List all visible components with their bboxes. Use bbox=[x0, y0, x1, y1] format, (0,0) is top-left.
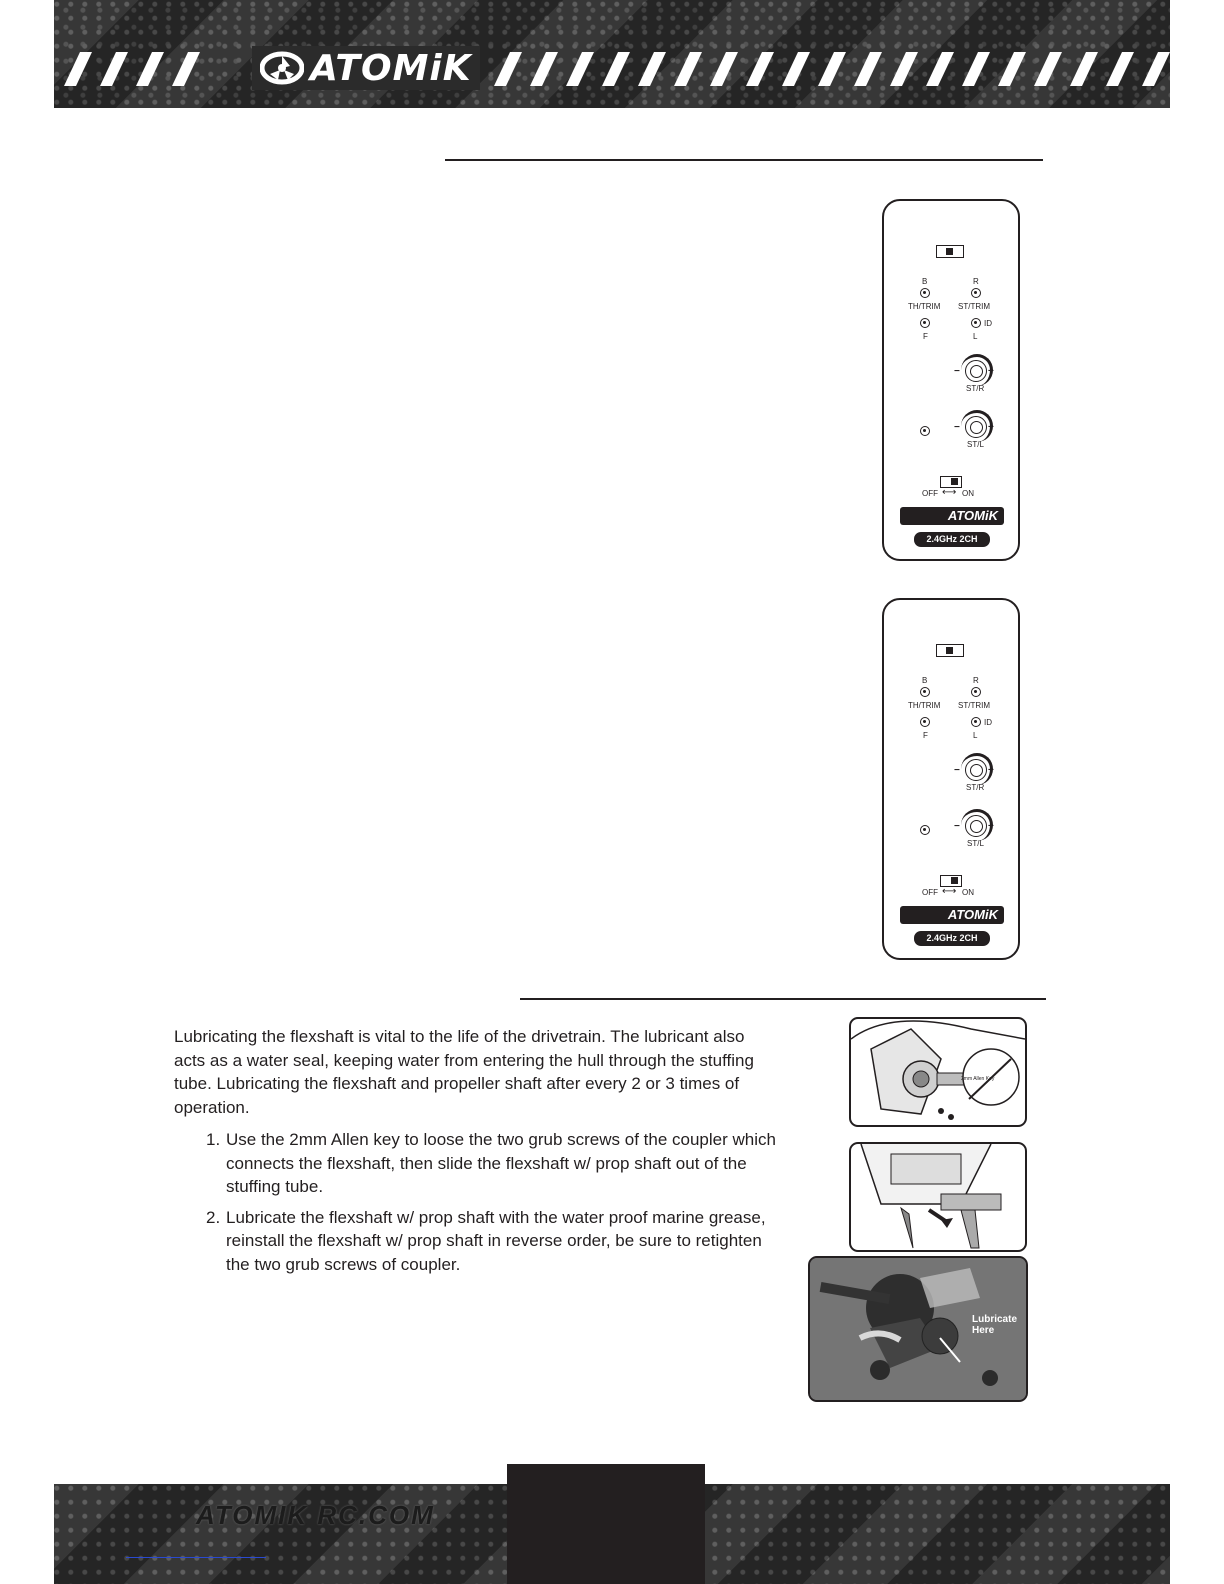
step-text: Lubricate the flexshaft w/ prop shaft with the water proof marine grease, reinstall the flexshaft w/ prop shaft in reverse order, be sure to retighten the two grub screws of coupler. bbox=[226, 1207, 766, 1274]
label-id: ID bbox=[984, 319, 992, 328]
st-r-plus: + bbox=[988, 765, 994, 776]
footer-website: ATOMIK RC.COM bbox=[196, 1500, 435, 1530]
label-f: F bbox=[923, 332, 928, 341]
flexshaft-illustration bbox=[851, 1144, 1025, 1250]
power-led bbox=[920, 825, 930, 835]
label-b: B bbox=[922, 277, 928, 286]
st-trim-led bbox=[971, 288, 981, 298]
header-logo bbox=[252, 46, 480, 90]
st-trim-led bbox=[971, 687, 981, 697]
th-trim-led bbox=[920, 687, 930, 697]
lubricate-photo bbox=[808, 1256, 1028, 1402]
label-off: OFF bbox=[922, 489, 938, 498]
coupler-photo bbox=[849, 1017, 1027, 1127]
st-r-minus: − bbox=[954, 366, 960, 377]
steps-list bbox=[206, 1128, 786, 1283]
frequency-badge: 2.4GHz 2CH bbox=[914, 931, 990, 946]
st-r-plus: + bbox=[988, 366, 994, 377]
transmitter-diagram bbox=[882, 199, 1020, 561]
label-st-r: ST/R bbox=[966, 384, 985, 393]
atom-logo-icon bbox=[260, 50, 304, 86]
step-number: 1. bbox=[206, 1130, 221, 1149]
transmitter-diagram bbox=[882, 598, 1020, 960]
label-id: ID bbox=[984, 718, 992, 727]
off-on-arrow-icon: ⟷ bbox=[942, 487, 957, 498]
label-r: R bbox=[973, 676, 979, 685]
st-r-knob bbox=[965, 759, 987, 781]
id-led bbox=[971, 318, 981, 328]
label-on: ON bbox=[962, 888, 974, 897]
step-number: 2. bbox=[206, 1207, 221, 1227]
hazard-stripes bbox=[54, 52, 1170, 86]
intro-paragraph: Lubricating the flexshaft is vital to the life of the drivetrain. The lubricant also acts as a water seal, keeping water from entering the hull through the stuffing tube. Lubricating the flexshaft and propeller shaft after every 2 or 3 times of operation. bbox=[174, 1027, 754, 1117]
id-led bbox=[971, 717, 981, 727]
lubricate-label-line1: Lubricate bbox=[972, 1314, 1018, 1325]
label-st-trim: ST/TRIM bbox=[958, 302, 990, 311]
th-trim-led bbox=[920, 288, 930, 298]
power-led bbox=[920, 426, 930, 436]
label-st-l: ST/L bbox=[967, 839, 984, 848]
st-r-knob bbox=[965, 360, 987, 382]
label-off: OFF bbox=[922, 888, 938, 897]
coupler-illustration bbox=[851, 1019, 1025, 1125]
st-l-minus: − bbox=[954, 821, 960, 832]
st-l-knob bbox=[965, 416, 987, 438]
label-on: ON bbox=[962, 489, 974, 498]
brand-name: ATOMiK bbox=[310, 47, 472, 89]
label-th-trim: TH/TRIM bbox=[908, 302, 941, 311]
off-on-arrow-icon: ⟷ bbox=[942, 886, 957, 897]
st-r-minus: − bbox=[954, 765, 960, 776]
frequency-badge: 2.4GHz 2CH bbox=[914, 532, 990, 547]
label-st-r: ST/R bbox=[966, 783, 985, 792]
st-l-minus: − bbox=[954, 422, 960, 433]
f-led bbox=[920, 717, 930, 727]
label-f: F bbox=[923, 731, 928, 740]
label-l: L bbox=[973, 731, 978, 740]
st-l-plus: + bbox=[988, 821, 994, 832]
label-th-trim: TH/TRIM bbox=[908, 701, 941, 710]
label-st-l: ST/L bbox=[967, 440, 984, 449]
st-l-knob bbox=[965, 815, 987, 837]
list-item bbox=[206, 1206, 786, 1277]
allen-key-callout: 2mm Allen Key bbox=[961, 1076, 995, 1082]
bind-switch bbox=[936, 245, 964, 258]
lubricate-label-line2: Here bbox=[972, 1325, 995, 1336]
footer-page-tab bbox=[507, 1464, 705, 1584]
label-b: B bbox=[922, 676, 928, 685]
label-l: L bbox=[973, 332, 978, 341]
st-l-plus: + bbox=[988, 422, 994, 433]
list-item bbox=[206, 1128, 786, 1199]
header-banner bbox=[54, 0, 1170, 108]
transmitter-logo: ATOMiK bbox=[900, 507, 1004, 525]
transmitter-logo: ATOMiK bbox=[900, 906, 1004, 924]
bind-switch bbox=[936, 644, 964, 657]
label-r: R bbox=[973, 277, 979, 286]
section-rule-middle bbox=[520, 998, 1046, 1000]
section-rule-top bbox=[445, 159, 1043, 161]
f-led bbox=[920, 318, 930, 328]
flexshaft-removal-photo bbox=[849, 1142, 1027, 1252]
step-text: Use the 2mm Allen key to loose the two grub screws of the coupler which connects the flexshaft, then slide the flexshaft w/ prop shaft out of the stuffing tube. bbox=[226, 1130, 776, 1196]
label-st-trim: ST/TRIM bbox=[958, 701, 990, 710]
footer-link-underline bbox=[126, 1557, 266, 1558]
